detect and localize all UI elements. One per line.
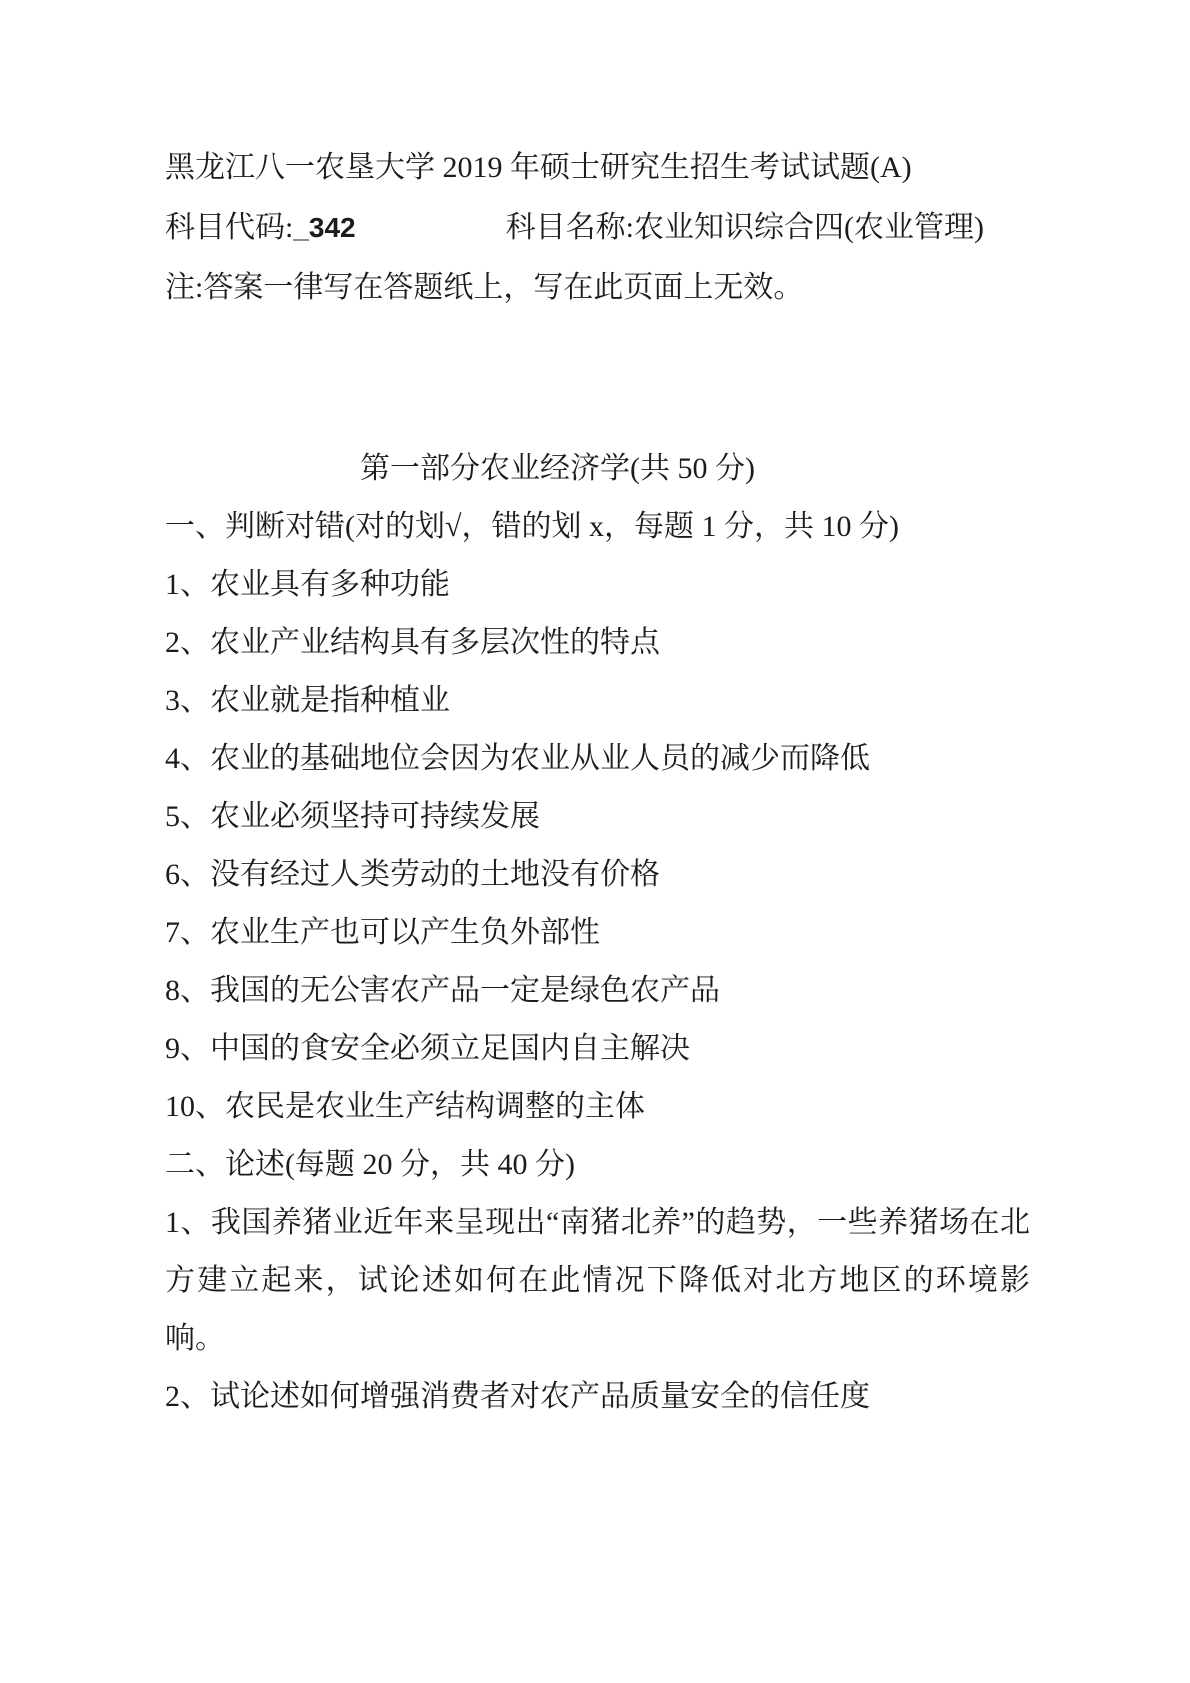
true-false-item-1: 1、农业具有多种功能 <box>165 568 450 601</box>
true-false-item-7: 7、农业生产也可以产生负外部性 <box>165 916 600 949</box>
exam-body <box>165 498 1030 1426</box>
true-false-item-3: 3、农业就是指种植业 <box>165 684 450 717</box>
true-false-item-9: 9、中国的食安全必须立足国内自主解决 <box>165 1032 690 1065</box>
true-false-item-2: 2、农业产业结构具有多层次性的特点 <box>165 626 660 659</box>
essay-item-2: 2、试论述如何增强消费者对农产品质量安全的信任度 <box>165 1380 870 1413</box>
true-false-item-10: 10、农民是农业生产结构调整的主体 <box>165 1090 645 1123</box>
answer-sheet-note: 注:答案一律写在答题纸上，写在此页面上无效。 <box>165 271 804 304</box>
subject-code-label: 科目代码: <box>165 211 294 244</box>
subject-name-value: 农业知识综合四(农业管理) <box>633 211 984 244</box>
true-false-item-6: 6、没有经过人类劳动的土地没有价格 <box>165 858 660 891</box>
subject-code-value: _342 <box>293 212 356 243</box>
essay-item-1: 1、我国养猪业近年来呈现出“南猪北养”的趋势，一些养猪场在北方建立起来，试论述如何在此情况下降低对北方地区的环境影响。 <box>165 1206 1030 1355</box>
true-false-item-4: 4、农业的基础地位会因为农业从业人员的减少而降低 <box>165 742 870 775</box>
part1-heading: 一、判断对错(对的划√，错的划 x，每题 1 分，共 10 分) <box>165 510 899 543</box>
section-title: 第一部分农业经济学(共 50 分) <box>360 452 755 485</box>
exam-title: 黑龙江八一农垦大学 2019 年硕士研究生招生考试试题(A) <box>165 151 912 184</box>
true-false-item-5: 5、农业必须坚持可持续发展 <box>165 800 540 833</box>
true-false-item-8: 8、我国的无公害农产品一定是绿色农产品 <box>165 974 720 1007</box>
exam-header <box>165 138 1030 318</box>
subject-line <box>165 198 1030 258</box>
part2-heading: 二、论述(每题 20 分，共 40 分) <box>165 1148 575 1181</box>
subject-name-label: 科目名称: <box>505 211 634 244</box>
